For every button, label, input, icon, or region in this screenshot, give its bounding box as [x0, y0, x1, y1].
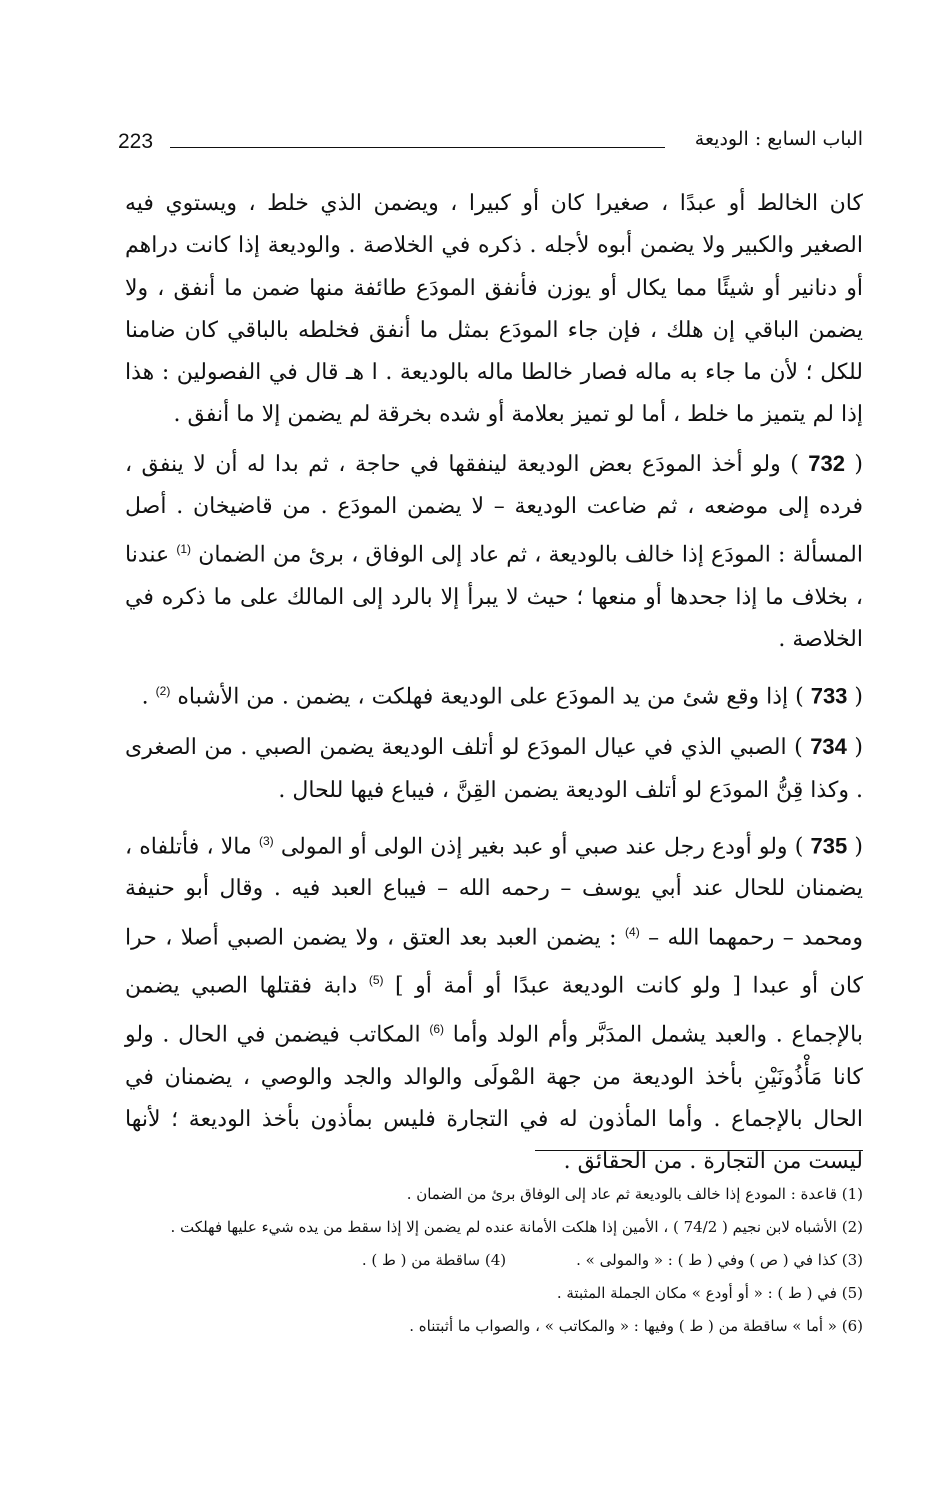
footnote-4: (4) ساقطة من ( ط ) . — [361, 1251, 507, 1269]
paragraph-734: ( 734 ) الصبي الذي في عيال المودَع لو أتلف الوديعة يضمن الصبي . من الصغرى . وكذا قِنُّ المودَع لو أتلف الوديعة يضمن القِنَّ ، فيباع فيها للحال . — [125, 734, 864, 803]
paragraph-text: مالا ، فأتلفاه ، يضمنان للحال عند أبي يوسف – رحمه الله – فيباع العبد فيه . وقال أبو حنيفة ومحمد – رحمهما الله – — [125, 834, 864, 951]
footnotes — [140, 1178, 863, 1343]
footnote-ref: (2) — [155, 683, 171, 698]
footnote-ref: (1) — [176, 542, 192, 557]
footnote-separator — [535, 1150, 863, 1151]
paragraph-text: الصبي الذي في عيال المودَع لو أتلف الوديعة يضمن الصبي . من الصغرى . وكذا قِنُّ المودَع لو أتلف الوديعة يضمن القِنَّ ، فيباع فيها للحال . — [125, 735, 863, 803]
paragraph-text: : يضمن العبد بعد العتق ، ولا يضمن الصبي أصلا ، حرا كان أو عبدا [ ولو كانت الوديعة عبدًا أو أمة أو ] — [125, 925, 863, 999]
paragraph-text: ولو أخذ المودَع بعض الوديعة لينفقها في حاجة ، ثم بدا له أن لا ينفق ، فرده إلى موضعه ، ثم ضاعت الوديعة – لا يضمن المودَع . من قاضيخان . أصل المسألة : المودَع إذا خالف بالوديعة ، ثم عاد إلى الوفاق ، برئ من الضمان — [125, 451, 863, 568]
paragraph-number: 732 — [808, 450, 845, 476]
footnote-ref: (5) — [368, 973, 384, 988]
main-text — [125, 183, 863, 1192]
paragraph-text: كان الخالط أو عبدًا ، صغيرا كان أو كبيرا ، ويضمن الذي خلط ، ويستوي فيه الصغير والكبير ولا يضمن أبوه لأجله . ذكره في الخلاصة . والوديعة إذا كانت دراهم أو دنانير أو شيئًا مما يكال أو يوزن فأنفق المودَع طائفة منها ضمن ما أنفق ، ولا يضمن الباقي إن هلك ، فإن جاء المودَع بمثل ما أنفق فخلطه بالباقي كان ضامنا للكل ؛ لأن ما جاء به ماله فصار خالطا ماله بالوديعة . ا هـ قال في الفصولين : هذا إذا لم يتميز ما خلط ، أما لو تميز بعلامة أو شده بخرقة لم يضمن إلا ما أنفق . — [125, 191, 863, 428]
paragraph-text: عندنا ، بخلاف ما إذا جحدها أو منعها ؛ حيث لا يبرأ إلا بالرد إلى المالك على ما ذكره في الخلاصة . — [125, 542, 863, 653]
paragraph-text: ولو أودع رجل عند صبي أو عبد بغير إذن الولى أو المولى — [280, 834, 788, 860]
paragraph-text: . — [141, 683, 149, 709]
footnote-6: (6) « أما » ساقطة من ( ط ) وفيها : « والمكاتب » ، والصواب ما أثبتناه . — [409, 1317, 863, 1335]
paragraph-number: 734 — [810, 734, 847, 760]
footnote-3: (3) كذا في ( ص ) وفي ( ط ) : « والمولى » . — [576, 1251, 863, 1269]
footnote-5: (5) في ( ط ) : « أو أودع » مكان الجملة المثبتة . — [556, 1284, 863, 1302]
paragraph-text: إذا وقع شئ من يد المودَع على الوديعة فهلكت ، يضمن . من الأشباه — [177, 683, 789, 709]
running-header — [118, 128, 863, 164]
footnote-1: (1) قاعدة : المودع إذا خالف بالوديعة ثم عاد إلى الوفاق برئ من الضمان . — [406, 1185, 863, 1203]
footnote-row-3-4 — [140, 1244, 863, 1277]
paragraph-number: 733 — [810, 682, 848, 708]
paragraph-732: ( 732 ) ولو أخذ المودَع بعض الوديعة لينفقها في حاجة ، ثم بدا له أن لا ينفق ، فرده إلى موضعه ، ثم ضاعت الوديعة – لا يضمن المودَع . من قاضيخان . أصل المسألة : المودَع إذا خالف بالوديعة ، ثم عاد إلى الوفاق ، برئ من الضمان $^{(1)}$ عندنا ، بخلاف ما إذا جحدها أو منعها ؛ حيث لا يبرأ إلا بالرد إلى المالك على ما ذكره في الخلاصة . — [125, 450, 863, 653]
footnote-2: (2) الأشباه لابن نجيم ( 74/2 ) ، الأمين إذا هلكت الأمانة عنده لم يضمن إلا إذا سقط من يده شيء عليها فهلكت . — [170, 1218, 863, 1236]
footnote-ref: (3) — [258, 833, 274, 848]
footnote-ref: (6) — [429, 1021, 445, 1036]
paragraph-735: ( 735 ) ولو أودع رجل عند صبي أو عبد بغير إذن الولى أو المولى $^{(3)}$ مالا ، فأتلفاه ، يضمنان للحال عند أبي يوسف – رحمه الله – فيباع العبد فيه . وقال أبو حنيفة ومحمد – رحمهما الله – $^{(4)}$ : يضمن العبد بعد العتق ، ولا يضمن الصبي أصلا ، حرا كان أو عبدا [ ولو كانت الوديعة عبدًا أو أمة أو ] $^{(5)}$ دابة فقتلها الصبي يضمن بالإجماع . والعبد يشمل المدَبَّر وأم الولد وأما $^{(6)}$ المكاتب فيضمن في الحال . ولو كانا مَأْذُونَيْنِ بأخذ الوديعة من جهة المْولَى والوالد والجد والوصي ، يضمنان في الحال بالإجماع . وأما المأذون له في التجارة فليس بمأذون بأخذ الوديعة ؛ لأنها ليست من التجارة . من الحقائق . — [125, 833, 864, 1175]
paragraph-continued — [125, 183, 863, 437]
page-number: 223 — [118, 130, 154, 153]
header-rule — [170, 147, 665, 148]
footnote-ref: (4) — [625, 924, 640, 939]
paragraph-733: ( 733 ) إذا وقع شئ من يد المودَع على الوديعة فهلكت ، يضمن . من الأشباه $^{(2)}$ . — [141, 682, 863, 709]
paragraph-text: المكاتب فيضمن في الحال . ولو كانا مَأْذُونَيْنِ بأخذ الوديعة من جهة المْولَى والوالد والجد والوصي ، يضمنان في الحال بالإجماع . وأما المأذون له في التجارة فليس بمأذون بأخذ الوديعة ؛ لأنها ليست من التجارة . من الحقائق . — [125, 1022, 863, 1175]
paragraph-text: دابة فقتلها الصبي يضمن بالإجماع . والعبد يشمل المدَبَّر وأم الولد وأما — [125, 973, 863, 1048]
running-title: الباب السابع : الوديعة — [694, 128, 863, 150]
paragraph-number: 735 — [810, 833, 848, 859]
